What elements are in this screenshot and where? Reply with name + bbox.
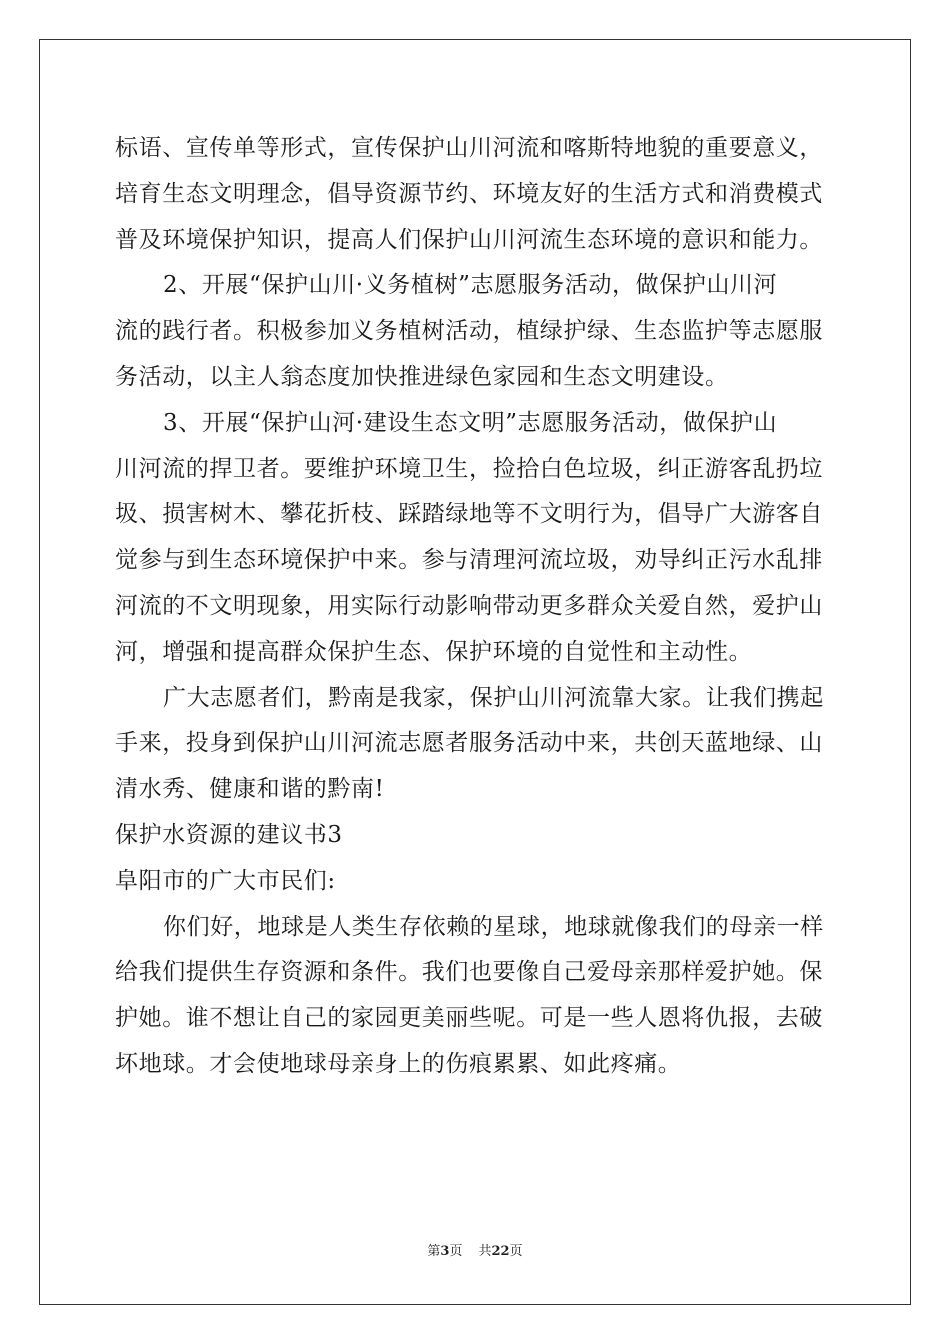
page-footer xyxy=(0,1240,950,1259)
text-line: 手来，投身到保护山川河流志愿者服务活动中来，共创天蓝地绿、山 xyxy=(115,730,823,757)
text-line: 觉参与到生态环境保护中来。参与清理河流垃圾，劝导纠正污水乱排 xyxy=(115,547,823,574)
text-line: 圾、损害树木、攀花折枝、踩踏绿地等不文明行为，倡导广大游客自 xyxy=(115,501,823,528)
page-prefix: 第 xyxy=(427,1244,441,1259)
total-pages: 22 xyxy=(491,1244,510,1259)
text-line: 保护水资源的建议书3 xyxy=(115,821,343,848)
text-line: 护她。谁不想让自己的家园更美丽些呢。可是一些人恩将仇报，去破 xyxy=(115,1005,823,1032)
document-body xyxy=(115,126,835,1088)
text-line: 川河流的捍卫者。要维护环境卫生，捡拾白色垃圾，纠正游客乱扔垃 xyxy=(115,455,823,482)
text-line: 2、开展“保护山川·义务植树”志愿服务活动，做保护山川河 xyxy=(163,272,778,299)
text-line: 普及环境保护知识，提高人们保护山川河流生态环境的意识和能力。 xyxy=(115,226,823,253)
text-line: 坏地球。才会使地球母亲身上的伤痕累累、如此疼痛。 xyxy=(115,1050,682,1077)
page-number: 3 xyxy=(440,1244,450,1259)
text-line: 给我们提供生存资源和条件。我们也要像自己爱母亲那样爱护她。保 xyxy=(115,959,823,986)
total-suffix: 页 xyxy=(509,1244,523,1259)
text-line: 流的践行者。积极参加义务植树活动，植绿护绿、生态监护等志愿服 xyxy=(115,318,823,345)
text-line: 你们好，地球是人类生存依赖的星球，地球就像我们的母亲一样 xyxy=(163,913,824,940)
page-suffix: 页 xyxy=(449,1244,463,1259)
text-line: 清水秀、健康和谐的黔南! xyxy=(115,776,385,803)
text-line: 3、开展“保护山河·建设生态文明”志愿服务活动，做保护山 xyxy=(163,409,778,436)
total-prefix: 共 xyxy=(478,1244,492,1259)
text-line: 河，增强和提高群众保护生态、保护环境的自觉性和主动性。 xyxy=(115,638,753,665)
text-line: 培育生态文明理念，倡导资源节约、环境友好的生活方式和消费模式 xyxy=(115,180,823,207)
text-line: 标语、宣传单等形式，宣传保护山川河流和喀斯特地貌的重要意义， xyxy=(115,135,823,161)
text-line: 河流的不文明现象，用实际行动影响带动更多群众关爱自然，爱护山 xyxy=(115,592,823,619)
text-line: 广大志愿者们，黔南是我家，保护山川河流靠大家。让我们携起 xyxy=(163,684,824,711)
text-line: 务活动，以主人翁态度加快推进绿色家园和生态文明建设。 xyxy=(115,363,729,390)
text-line: 阜阳市的广大市民们: xyxy=(115,867,336,894)
